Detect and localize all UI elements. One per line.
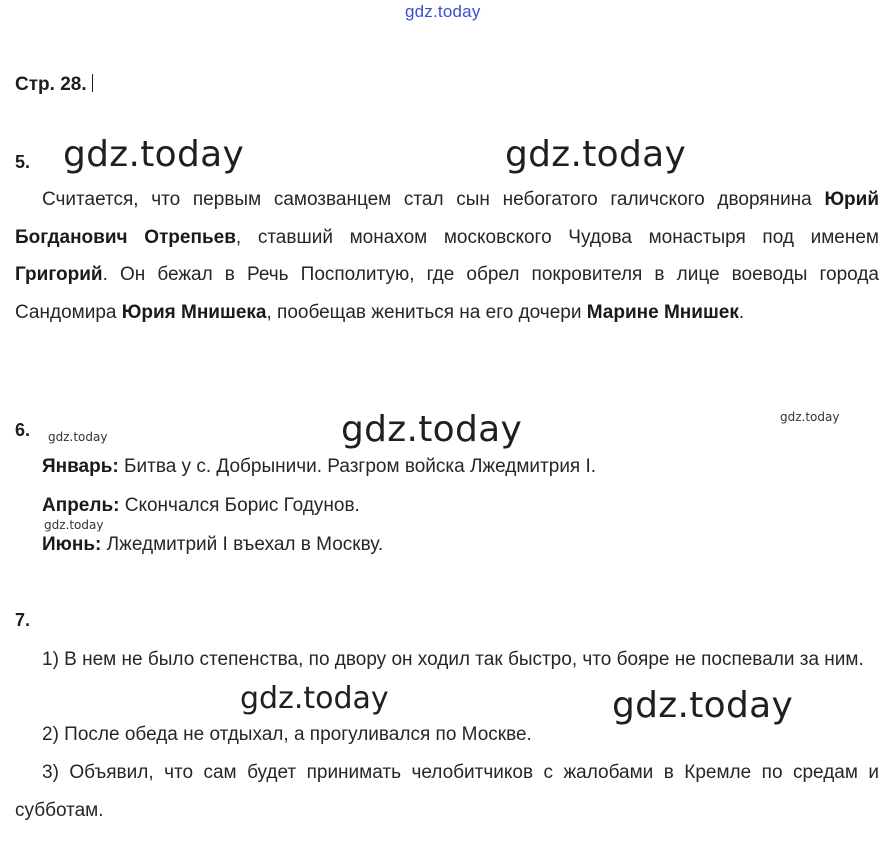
text-run: , ставший монахом московского Чудова монастыря под именем <box>235 226 879 248</box>
task-7-item: 3) Объявил, что сам будет принимать челобитчиков с жалобами в Кремле по средам и субботам. <box>15 762 879 821</box>
task-5-paragraph <box>15 181 879 331</box>
month-label: Январь: <box>42 456 119 477</box>
bold-name: Марине Мнишек <box>586 301 739 323</box>
watermark-medium: gdz.today <box>240 681 389 716</box>
watermark-small: gdz.today <box>48 430 108 444</box>
task-7-item: 1) В нем не было степенства, по двору он ходил так быстро, что бояре не поспевали за ним. <box>42 649 864 670</box>
page-reference-text: Стр. 28. <box>15 74 92 95</box>
timeline-item <box>42 534 383 556</box>
text-run: . Он бежал в Речь Посполитую, где обрел покровителя в лице воеводы города Сандомира <box>15 264 879 323</box>
watermark-top: gdz.today <box>405 2 481 21</box>
task-7-item: 2) После обеда не отдыхал, а прогуливался по Москве. <box>42 724 532 745</box>
event-text: Битва у с. Добрыничи. Разгром войска Лжедмитрия I. <box>118 456 597 477</box>
text-run: , пообещав жениться на его дочери <box>266 301 587 323</box>
task-number: 7. <box>15 610 31 630</box>
watermark-large: gdz.today <box>612 685 794 726</box>
text-cursor <box>92 74 93 92</box>
event-text: Скончался Борис Годунов. <box>119 495 360 516</box>
event-text: Лжедмитрий I въехал в Москву. <box>101 534 384 555</box>
bold-name: Юрия Мнишека <box>121 301 267 323</box>
watermark-small: gdz.today <box>44 518 104 532</box>
month-label: Июнь: <box>42 534 102 555</box>
watermark-large: gdz.today <box>63 134 245 175</box>
watermark-small: gdz.today <box>780 410 840 424</box>
task-number: 6. <box>15 420 31 440</box>
timeline-item <box>42 495 360 517</box>
task-number: 5. <box>15 152 31 172</box>
watermark-large: gdz.today <box>341 409 523 450</box>
month-label: Апрель: <box>42 495 120 516</box>
bold-name: Юрий Богданович Отрепьев <box>15 189 879 248</box>
watermark-large: gdz.today <box>505 134 687 175</box>
text-run: Считается, что первым самозванцем стал сын небогатого галичского дворянина <box>42 189 825 210</box>
page-reference <box>15 74 93 96</box>
timeline-item <box>42 456 596 478</box>
text-run: . <box>738 301 745 323</box>
bold-name: Григорий <box>15 264 103 285</box>
